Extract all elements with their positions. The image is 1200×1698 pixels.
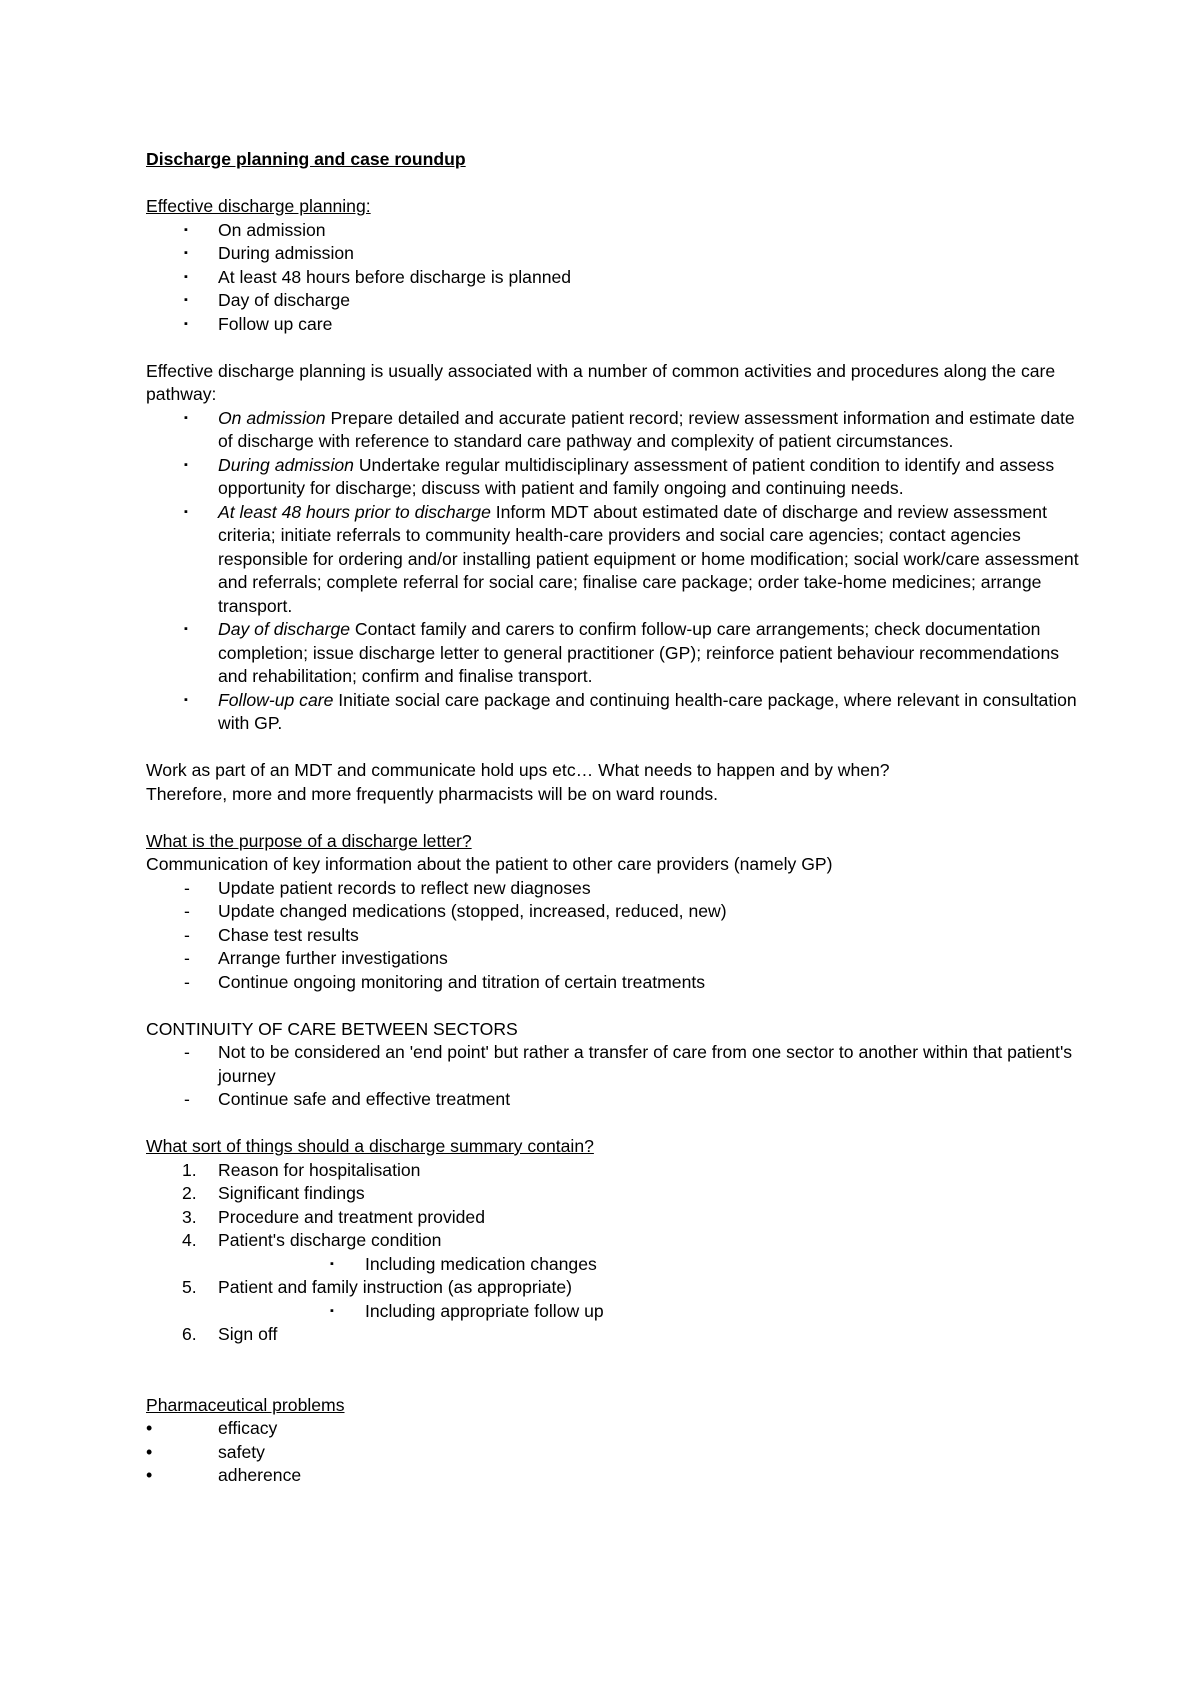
square-bullet-icon: ▪ — [184, 247, 188, 259]
square-bullet-icon: ▪ — [184, 623, 188, 635]
square-bullet-icon: ▪ — [184, 693, 188, 706]
dash-bullet-icon: - — [184, 948, 190, 968]
list-item: ▪ Day of discharge Contact family and carers to confirm follow-up care arrangements; check documentation completion; issue discharge letter to general practitioner (GP); reinforce patient behaviour recommendations and rehabilitation; confirm and finalise transport. — [184, 619, 1060, 686]
list-item: 1. Reason for hospitalisation — [182, 1159, 421, 1180]
s3-line1: Work as part of an MDT and communicate hold ups etc… What needs to happen and by when? — [146, 760, 890, 780]
list-item: 4. Patient's discharge condition — [182, 1230, 442, 1250]
sub-list-item: ▪ Including medication changes — [146, 1253, 1086, 1277]
list-item: - Update changed medications (stopped, increased, reduced, new) — [146, 900, 1086, 924]
dash-bullet-icon: - — [184, 1042, 190, 1062]
list-item: 2. Significant findings — [182, 1183, 365, 1203]
list-item: - Not to be considered an 'end point' but rather a transfer of care from one sector to another within that patient's journey — [184, 1042, 1073, 1086]
list-item: ▪ At least 48 hours prior to discharge Inform MDT about estimated date of discharge and review assessment criteria; initiate referrals to community health-care providers and social care agencies; contact agencies responsible for ordering and/or installing patient equipment or home modification; social work/care assessment and referrals; complete referral for social care; finalise care package; order take-home medicines; arrange transport. — [184, 501, 1079, 616]
s7-list — [146, 1417, 1086, 1488]
s2-intro: Effective discharge planning is usually associated with a number of common activities and procedures along the care pathway: — [146, 360, 1056, 404]
dash-bullet-icon: - — [184, 924, 190, 945]
page-title: Discharge planning and case roundup — [146, 149, 466, 169]
list-item: ▪ At least 48 hours before discharge is planned — [146, 266, 1086, 290]
list-item: • safety — [146, 1441, 1086, 1465]
list-item: ▪ During admission Undertake regular multidisciplinary assessment of patient condition to identify and assess opportunity for discharge; discuss with patient and family ongoing and continuing needs. — [184, 454, 1055, 498]
list-item: - Continue ongoing monitoring and titration of certain treatments — [146, 971, 1086, 995]
s6-heading: What sort of things should a discharge summary contain? — [146, 1136, 594, 1156]
list-item: - Arrange further investigations — [146, 947, 1086, 971]
square-bullet-icon: ▪ — [184, 505, 188, 518]
s4-list — [146, 877, 1086, 995]
dash-bullet-icon: - — [184, 901, 190, 921]
s4-heading: What is the purpose of a discharge letter? — [146, 830, 472, 851]
list-item: ▪ On admission Prepare detailed and accurate patient record; review assessment information and estimate date of discharge with reference to standard care pathway and complexity of patient circumstances. — [184, 407, 1075, 451]
document-page — [146, 148, 1086, 1488]
list-item: • efficacy — [146, 1417, 1086, 1441]
list-item: - Continue safe and effective treatment — [146, 1088, 1086, 1112]
dash-bullet-icon: - — [184, 971, 190, 992]
list-item: ▪ Day of discharge — [146, 289, 1086, 313]
square-bullet-icon: ▪ — [184, 411, 188, 424]
square-bullet-icon: ▪ — [184, 270, 188, 283]
list-item: 3. Procedure and treatment provided — [182, 1206, 485, 1227]
s1-list — [146, 219, 1086, 337]
s7-heading: Pharmaceutical problems — [146, 1394, 345, 1415]
square-bullet-icon: ▪ — [330, 1304, 334, 1317]
s4-intro: Communication of key information about the patient to other care providers (namely GP) — [146, 854, 833, 874]
s3-line2: Therefore, more and more frequently pharmacists will be on ward rounds. — [146, 783, 719, 804]
list-item: ▪ During admission — [146, 242, 1086, 266]
list-item: 5. Patient and family instruction (as appropriate) — [182, 1277, 573, 1297]
list-item: 6. Sign off — [182, 1324, 278, 1344]
list-item: ▪ Follow up care — [146, 313, 1086, 337]
list-item: - Chase test results — [146, 924, 1086, 948]
s5-heading: CONTINUITY OF CARE BETWEEN SECTORS — [146, 1018, 518, 1039]
list-item: ▪ Follow-up care Initiate social care package and continuing health-care package, where relevant in consultation with GP. — [184, 689, 1077, 733]
s5-list — [146, 1041, 1086, 1112]
s1-heading: Effective discharge planning: — [146, 196, 371, 216]
square-bullet-icon: ▪ — [184, 223, 188, 236]
bullet-dot-icon: • — [146, 1441, 153, 1462]
list-item: ▪ On admission — [146, 219, 1086, 243]
square-bullet-icon: ▪ — [184, 317, 188, 330]
list-item: - Update patient records to reflect new diagnoses — [146, 877, 1086, 901]
list-item: • adherence — [146, 1464, 1086, 1488]
dash-bullet-icon: - — [184, 877, 190, 898]
bullet-dot-icon: • — [146, 1465, 153, 1485]
s2-list — [146, 407, 1086, 736]
square-bullet-icon: ▪ — [184, 458, 188, 471]
s6-list — [146, 1159, 1086, 1347]
square-bullet-icon: ▪ — [330, 1257, 334, 1270]
bullet-dot-icon: • — [146, 1418, 153, 1438]
dash-bullet-icon: - — [184, 1089, 190, 1109]
square-bullet-icon: ▪ — [184, 294, 188, 306]
sub-list-item: ▪ Including appropriate follow up — [146, 1300, 1086, 1324]
